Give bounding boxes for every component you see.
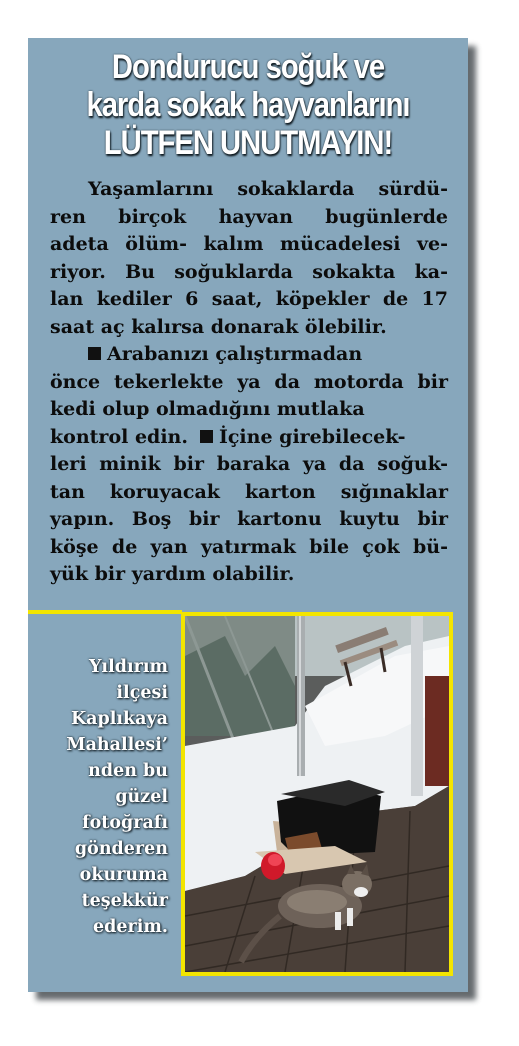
caption-line: teşekkür <box>81 891 168 911</box>
caption-line: güzel <box>115 787 168 807</box>
body-line: kedi olup olmadığını mutlaka <box>50 398 365 420</box>
body-line-text: kontrol edin. <box>50 425 188 448</box>
body-line: leri minik bir baraka ya da soğuk- <box>50 453 448 475</box>
caption-line: okuruma <box>79 865 168 885</box>
body-line: ren birçok hayvan bugünlerde <box>50 205 448 228</box>
caption-line: Kaplıkaya <box>70 709 168 729</box>
caption-line: ilçesi <box>116 683 168 703</box>
caption-line: gönderen <box>74 839 168 859</box>
caption-line: Mahallesi’ <box>66 735 168 755</box>
article-body <box>50 176 448 589</box>
yellow-divider <box>28 610 182 614</box>
body-line: köşe de yan yatırmak bile çok bü- <box>50 535 448 558</box>
caption-line: ederim. <box>93 917 168 937</box>
headline-line: Dondurucu soğuk ve <box>111 48 385 86</box>
body-line: saat aç kalırsa donarak ölebilir. <box>50 315 387 338</box>
photo-illustration <box>185 616 449 972</box>
body-line: tan koruyacak karton sığınaklar <box>50 480 448 503</box>
headline-line: karda sokak hayvanlarını <box>86 86 410 124</box>
body-line <box>50 424 448 452</box>
street-cat-photo <box>181 612 453 976</box>
body-line <box>50 341 448 369</box>
bullet-square-icon <box>200 430 213 443</box>
body-line: riyor. Bu soğuklarda sokakta ka- <box>50 260 448 283</box>
headline-line: LÜTFEN UNUTMAYIN! <box>103 124 393 162</box>
news-clipping <box>28 38 468 992</box>
body-line-text: Arabanızı çalıştırmadan <box>107 343 363 365</box>
body-line-text: İçine girebilecek- <box>218 425 406 448</box>
photo-caption <box>28 654 168 940</box>
body-line: yük bir yardım olabilir. <box>50 563 295 585</box>
body-line: adeta ölüm- kalım mücadelesi ve- <box>50 233 448 255</box>
body-line: Yaşamlarını sokaklarda sürdü- <box>88 178 448 200</box>
body-line: yapın. Boş bir kartonu kuytu bir <box>50 508 448 530</box>
caption-line: fotoğrafı <box>82 813 168 833</box>
body-line: lan kediler 6 saat, köpekler de 17 <box>50 288 448 310</box>
caption-line: Yıldırım <box>88 657 168 677</box>
headline <box>59 48 437 162</box>
caption-line: nden bu <box>88 761 168 781</box>
body-line: önce tekerlekte ya da motorda bir <box>50 370 448 393</box>
bullet-square-icon <box>88 347 101 360</box>
